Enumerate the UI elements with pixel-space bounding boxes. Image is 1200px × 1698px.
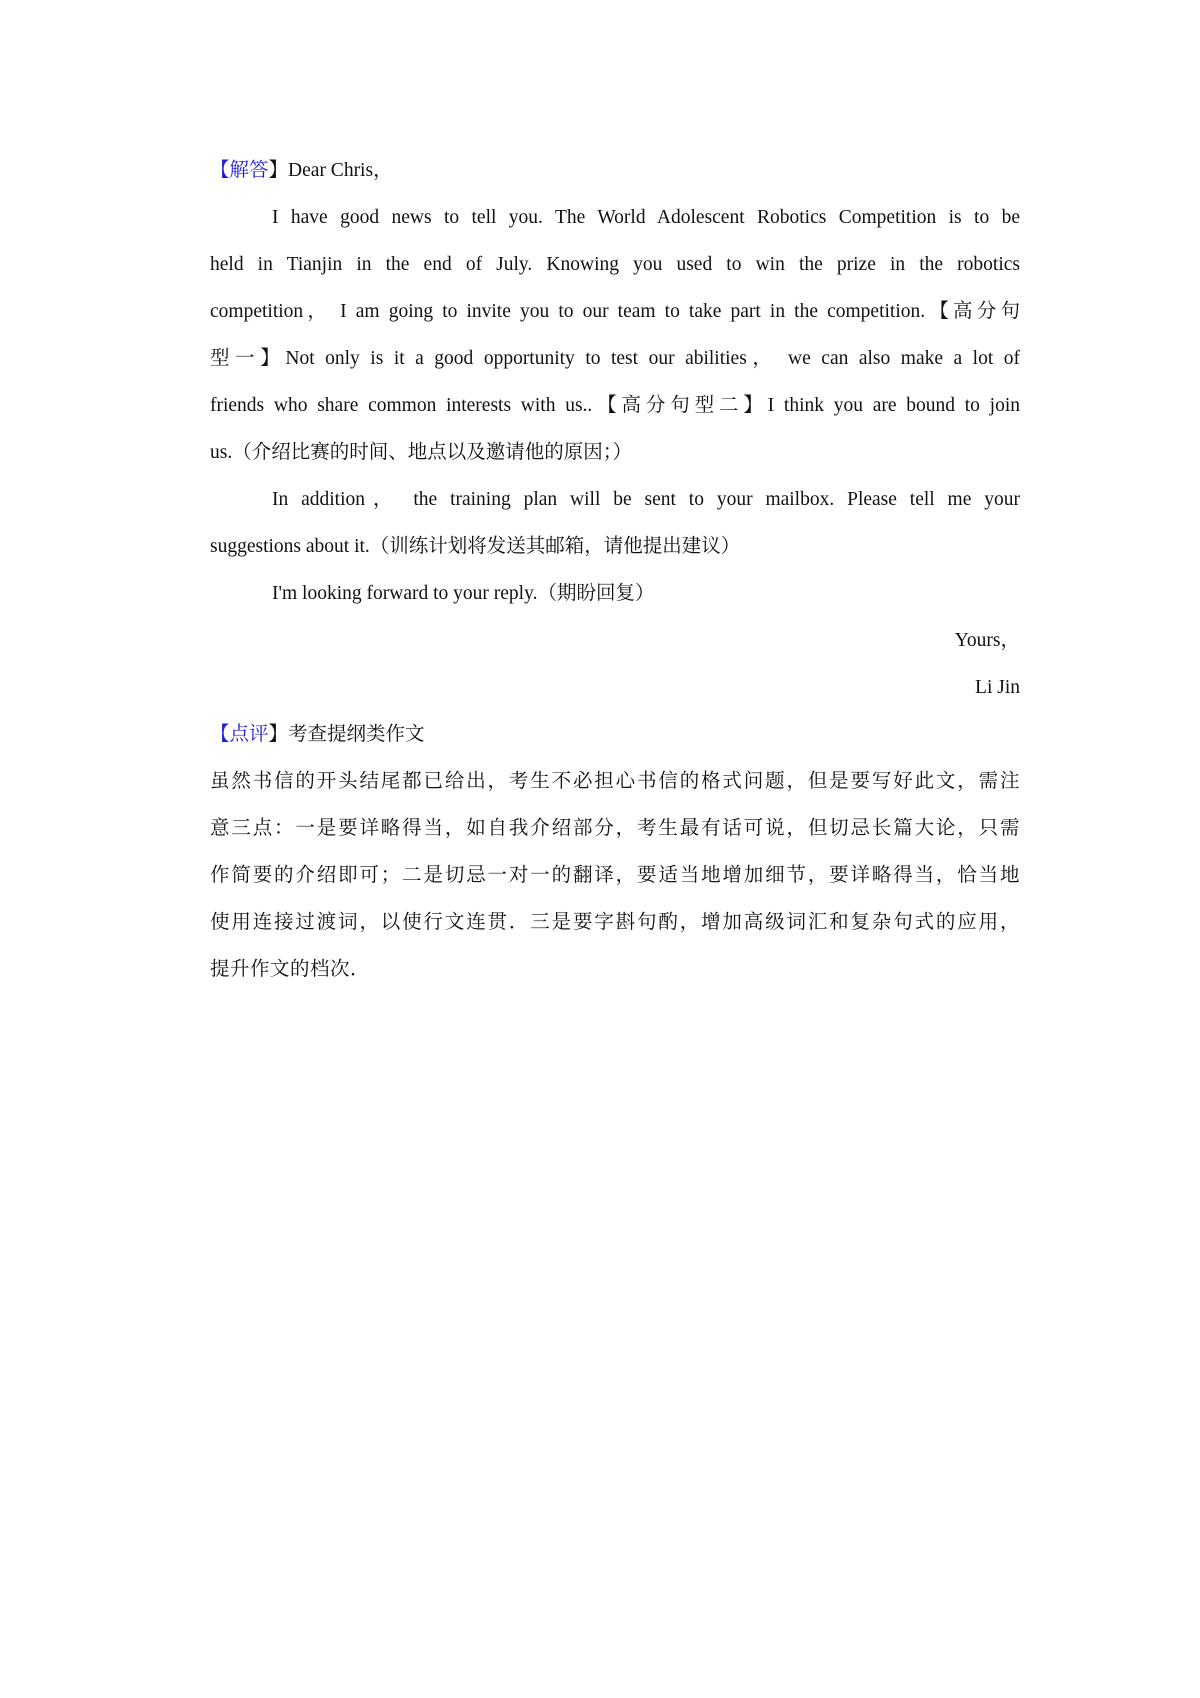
para1-line-3: competition， I am going to invite you to our team to take part in the competition.【高分句 [210,301,1020,322]
comment-label-close: 】 [268,724,289,745]
para1-line-6: us.（介绍比赛的时间、地点以及邀请他的原因；） [210,442,632,463]
comment-label: 点评 [229,724,269,745]
answer-label-open: 【 [210,160,230,181]
comment-line-2: 意三点：一是要详略得当，如自我介绍部分，考生最有话可说，但切忌长篇大论，只需 [210,818,1020,839]
answer-label-close: 】 [268,160,289,181]
comment-line-1: 虽然书信的开头结尾都已给出，考生不必担心书信的格式问题，但是要写好此文，需注 [210,771,1020,792]
para1-line-1: I have good news to tell you. The World Adolescent Robotics Competition is to be [272,207,1020,228]
comment-line-4: 使用连接过渡词，以使行文连贯．三是要字斟句酌，增加高级词汇和复杂句式的应用， [210,912,1020,933]
para3-line: I'm looking forward to your reply.（期盼回复） [272,583,655,604]
para1-line-2: held in Tianjin in the end of July. Knowing you used to win the prize in the robotics [210,254,1020,275]
signature: Li Jin [975,677,1020,698]
closing: Yours， [954,630,1020,651]
answer-header [210,158,1020,184]
comment-heading: 考查提纲类作文 [288,724,425,745]
salutation: Dear Chris， [288,160,393,181]
comment-label-open: 【 [210,724,230,745]
para1-line-5: friends who share common interests with us..【高分句型二】I think you are bound to join [210,395,1020,416]
comment-line-3: 作简要的介绍即可；二是切忌一对一的翻译，要适当地增加细节，要详略得当，恰当地 [210,865,1020,886]
para2-line-1: In addition， the training plan will be sent to your mailbox. Please tell me your [272,489,1020,510]
answer-label: 解答 [229,160,269,181]
comment-header [210,722,1020,748]
para2-line-2: suggestions about it.（训练计划将发送其邮箱，请他提出建议） [210,536,741,557]
para1-line-4: 型一】Not only is it a good opportunity to test our abilities， we can also make a lot of [210,348,1020,369]
comment-line-5: 提升作文的档次． [210,959,371,980]
